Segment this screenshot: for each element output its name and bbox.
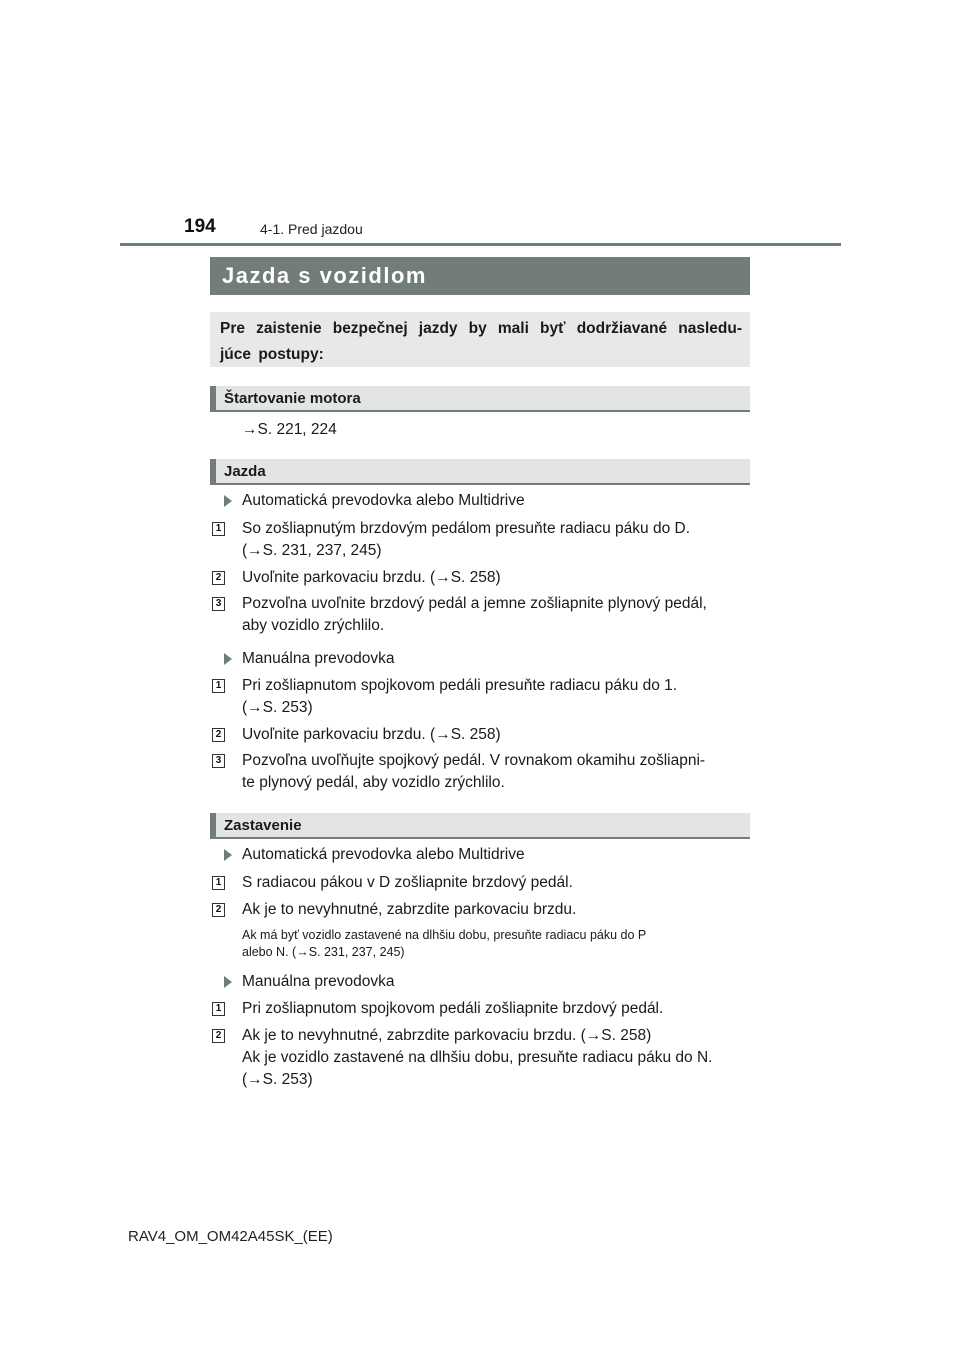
- section-heading-jazda: Jazda: [210, 459, 750, 485]
- bullet-triangle-icon: [224, 849, 232, 861]
- step-text: Pri zošliapnutom spojkovom pedáli presuňte radiacu páku do 1.: [242, 677, 678, 694]
- start-reference: →S. 221, 224: [242, 421, 337, 438]
- step-number-badge: 1: [212, 522, 225, 536]
- page-number: 194: [184, 216, 216, 237]
- bullet-triangle-icon: [224, 495, 232, 507]
- section-heading-stop: Zastavenie: [210, 813, 750, 839]
- bullet-triangle-icon: [224, 653, 232, 665]
- step-number-badge: 3: [212, 754, 225, 768]
- step-text: (→S. 253): [242, 699, 313, 716]
- document-code: RAV4_OM_OM42A45SK_(EE): [128, 1228, 333, 1245]
- step-number-badge: 1: [212, 876, 225, 890]
- step-number-badge: 2: [212, 903, 225, 917]
- step-text: (→S. 253): [242, 1071, 313, 1088]
- step-text: Uvoľnite parkovaciu brzdu. (→S. 258): [242, 569, 501, 586]
- step-number-badge: 2: [212, 728, 225, 742]
- step-text: Pri zošliapnutom spojkovom pedáli zošliapnite brzdový pedál.: [242, 1000, 664, 1017]
- subsection-label: Manuálna prevodovka: [242, 973, 395, 990]
- step-number-badge: 2: [212, 571, 225, 585]
- intro-box: Pre zaistenie bezpečnej jazdy by mali byť dodržiavané nasledu- júce postupy:: [210, 312, 750, 367]
- step-number-badge: 1: [212, 679, 225, 693]
- section-heading-start: Štartovanie motora: [210, 386, 750, 412]
- step-text: Pozvoľna uvoľnite brzdový pedál a jemne zošliapnite plynový pedál,: [242, 595, 707, 612]
- step-number-badge: 3: [212, 597, 225, 611]
- bullet-triangle-icon: [224, 976, 232, 988]
- page-title: Jazda s vozidlom: [210, 257, 750, 295]
- header-divider: [120, 243, 841, 246]
- step-text: aby vozidlo zrýchlilo.: [242, 617, 385, 634]
- step-text: So zošliapnutým brzdovým pedálom presuňte radiacu páku do D.: [242, 520, 691, 537]
- step-text: Ak je to nevyhnutné, zabrzdite parkovaciu brzdu. (→S. 258): [242, 1027, 652, 1044]
- step-number-badge: 2: [212, 1029, 225, 1043]
- step-text: S radiacou pákou v D zošliapnite brzdový pedál.: [242, 874, 573, 891]
- subsection-label: Manuálna prevodovka: [242, 650, 395, 667]
- step-text: Pozvoľna uvoľňujte spojkový pedál. V rovnakom okamihu zošliapni-: [242, 752, 706, 769]
- chapter-title: 4-1. Pred jazdou: [260, 221, 363, 237]
- step-text: Ak je vozidlo zastavené na dlhšiu dobu, presuňte radiacu páku do N.: [242, 1049, 713, 1066]
- note-text: alebo N. (→S. 231, 237, 245): [242, 945, 405, 959]
- step-number-badge: 1: [212, 1002, 225, 1016]
- step-text: (→S. 231, 237, 245): [242, 542, 382, 559]
- step-text: Ak je to nevyhnutné, zabrzdite parkovaciu brzdu.: [242, 901, 577, 918]
- subsection-label: Automatická prevodovka alebo Multidrive: [242, 492, 525, 509]
- note-text: Ak má byť vozidlo zastavené na dlhšiu dobu, presuňte radiacu páku do P: [242, 928, 647, 942]
- step-text: Uvoľnite parkovaciu brzdu. (→S. 258): [242, 726, 501, 743]
- subsection-label: Automatická prevodovka alebo Multidrive: [242, 846, 525, 863]
- step-text: te plynový pedál, aby vozidlo zrýchlilo.: [242, 774, 505, 791]
